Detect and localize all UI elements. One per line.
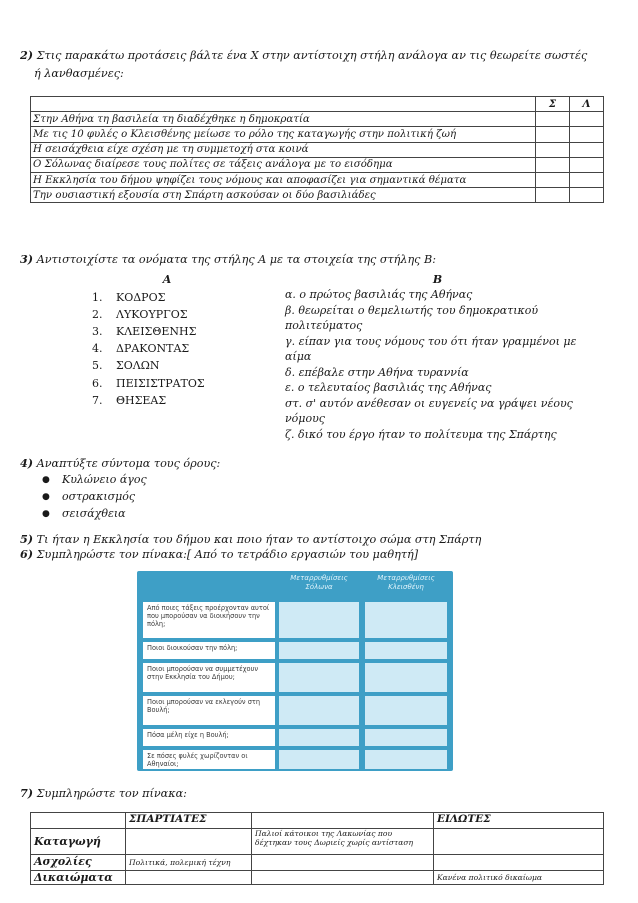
q5-text: Τι ήταν η Εκκλησία του δήμου και ποιο ήταν το αντίστοιχο σώμα στη Σπάρτη [36, 533, 482, 546]
col-header-correct: Σ [536, 97, 570, 112]
q3-number: 3) [20, 252, 34, 266]
q2-text-line1: Στις παρακάτω προτάσεις βάλτε ένα Χ στην αντίστοιχη στήλη ανάλογα αν τις θεωρείτε σωστές [36, 49, 588, 62]
workbook-row-label: Ποιοι διοικούσαν την πόλη; [143, 642, 275, 659]
answer-cell[interactable] [252, 871, 434, 885]
list-item: ● Κυλώνειο άγος [42, 473, 147, 486]
q2-number: 2) [20, 48, 34, 62]
answer-cell[interactable] [365, 663, 447, 692]
answer-cell[interactable] [536, 172, 570, 187]
table-row: Ο Σόλωνας διαίρεσε τους πολίτες σε τάξεις ανάλογα με το εισόδημα [31, 157, 604, 172]
list-item: γ. είπαν για τους νόμους του ότι ήταν γραμμένοι με αίμα [285, 334, 577, 363]
list-item: 5. ΣΟΛΩΝ [92, 359, 160, 373]
q3-text: Αντιστοιχίστε τα ονόματα της στήλης Α με τα στοιχεία της στήλης Β: [36, 253, 436, 266]
table-row: Η σεισάχθεια είχε σχέση με τη συμμετοχή στα κοινά [31, 142, 604, 157]
q6-text: Συμπληρώστε τον πίνακα:[ Από το τετράδιο εργασιών του μαθητή] [36, 548, 419, 561]
answer-cell[interactable] [365, 696, 447, 725]
list-item: ● σεισάχθεια [42, 507, 126, 520]
answer-cell[interactable] [570, 157, 604, 172]
col-header-eilotes: ΕΙΛΩΤΕΣ [434, 813, 604, 829]
answer-cell[interactable] [536, 127, 570, 142]
table-row [31, 855, 604, 871]
answer-cell[interactable] [570, 142, 604, 157]
list-item: 4. ΔΡΑΚΟΝΤΑΣ [92, 342, 190, 356]
answer-cell[interactable] [252, 855, 434, 871]
answer-cell[interactable] [570, 188, 604, 203]
bullet-icon: ● [42, 474, 50, 485]
answer-cell[interactable] [570, 172, 604, 187]
q5-prompt [20, 532, 481, 547]
answer-cell[interactable] [279, 642, 359, 659]
list-item: 2. ΛΥΚΟΥΡΓΟΣ [92, 308, 188, 322]
workbook-table-image [137, 571, 453, 771]
q6-prompt [20, 547, 418, 562]
row-header-katagogi: Καταγωγή [31, 829, 126, 855]
q4-text: Αναπτύξτε σύντομα τους όρους: [36, 457, 221, 470]
column-a-title: Α [162, 273, 172, 286]
answer-cell[interactable] [570, 127, 604, 142]
classes-table [30, 812, 604, 885]
answer-cell[interactable] [279, 729, 359, 746]
workbook-row-label: Από ποιες τάξεις προέρχονταν αυτοί που μπορούσαν να διοικήσουν την πόλη; [143, 602, 275, 638]
answer-cell[interactable] [434, 829, 604, 855]
answer-cell[interactable] [365, 642, 447, 659]
list-item: α. ο πρώτος βασιλιάς της Αθήνας [285, 288, 473, 301]
col-header-kleisthenis: Μεταρρυθμίσεις Κλεισθένη [377, 574, 435, 591]
terms-list [42, 471, 147, 522]
answer-cell[interactable] [365, 750, 447, 769]
table-row [31, 829, 604, 855]
list-item: ε. ο τελευταίος βασιλιάς της Αθήνας [285, 381, 492, 394]
workbook-row-label: Σε πόσες φυλές χωρίζονταν οι Αθηναίοι; [143, 750, 275, 769]
workbook-row-label: Πόσα μέλη είχε η Βουλή; [143, 729, 275, 746]
column-b [285, 273, 590, 442]
true-false-table [30, 96, 604, 203]
bullet-icon: ● [42, 508, 50, 519]
answer-cell[interactable] [365, 729, 447, 746]
list-item: β. θεωρείται ο θεμελιωτής του δημοκρατικού πολιτεύματος [285, 303, 539, 332]
perioikoi-katagogi-cell: Παλιοί κάτοικοι της Λακωνίας που δέχτηκαν τους Δωριείς χωρίς αντίσταση [252, 829, 434, 855]
answer-cell[interactable] [536, 142, 570, 157]
answer-cell[interactable] [570, 112, 604, 127]
table-row: Στην Αθήνα τη βασιλεία τη διαδέχθηκε η δημοκρατία [31, 112, 604, 127]
eilotes-dikaiomata-cell: Κανένα πολιτικό δικαίωμα [434, 871, 604, 885]
list-item: στ. σ' αυτόν ανέθεσαν οι ευγενείς να γράψει νέους νόμους [285, 396, 573, 425]
q3-prompt [20, 252, 436, 267]
list-item: ● οστρακισμός [42, 490, 136, 503]
q7-prompt [20, 786, 187, 801]
answer-cell[interactable] [279, 750, 359, 769]
workbook-row-label: Ποιοι μπορούσαν να συμμετέχουν στην Εκκλησία του Δήμου; [143, 663, 275, 692]
answer-cell[interactable] [536, 188, 570, 203]
answer-cell[interactable] [279, 663, 359, 692]
q2-text-line2: ή λανθασμένες: [34, 67, 124, 80]
q6-number: 6) [20, 547, 34, 561]
list-item: δ. επέβαλε στην Αθήνα τυραννία [285, 365, 469, 379]
workbook-row-label: Ποιοι μπορούσαν να εκλεγούν στη Βουλή; [143, 696, 275, 725]
answer-cell[interactable] [536, 112, 570, 127]
list-item: 7. ΘΗΣΕΑΣ [92, 393, 167, 407]
column-a [92, 273, 242, 409]
column-b-title: Β [432, 273, 443, 286]
answer-cell[interactable] [434, 855, 604, 871]
answer-cell[interactable] [279, 602, 359, 638]
answer-cell[interactable] [126, 871, 252, 885]
list-item: 3. ΚΛΕΙΣΘΕΝΗΣ [92, 325, 197, 339]
col-header-wrong: Λ [570, 97, 604, 112]
q7-text: Συμπληρώστε τον πίνακα: [36, 787, 187, 800]
answer-cell[interactable] [279, 696, 359, 725]
spartiates-asxolies-cell: Πολιτικά, πολεμική τέχνη [126, 855, 252, 871]
q7-number: 7) [20, 786, 34, 800]
answer-cell[interactable] [536, 157, 570, 172]
q5-number: 5) [20, 532, 34, 546]
bullet-icon: ● [42, 491, 50, 502]
row-header-dikaiomata: Δικαιώματα [31, 871, 126, 885]
col-header-solon: Μεταρρυθμίσεις Σόλωνα [290, 574, 348, 591]
q4-prompt [20, 456, 220, 471]
answer-cell[interactable] [126, 829, 252, 855]
list-item: 1. ΚΟΔΡΟΣ [92, 291, 166, 305]
q4-number: 4) [20, 456, 34, 470]
table-row: Την ουσιαστική εξουσία στη Σπάρτη ασκούσαν οι δύο βασιλιάδες [31, 188, 604, 203]
list-item: 6. ΠΕΙΣΙΣΤΡΑΤΟΣ [92, 376, 205, 390]
table-row: Η Εκκλησία του δήμου ψηφίζει τους νόμους και αποφασίζει για σημαντικά θέματα [31, 172, 604, 187]
row-header-asxolies: Ασχολίες [31, 855, 126, 871]
list-item: ζ. δικό του έργο ήταν το πολίτευμα της Σπάρτης [285, 427, 557, 441]
q2-prompt [20, 48, 620, 63]
table-row: Με τις 10 φυλές ο Κλεισθένης μείωσε το ρόλο της καταγωγής στην πολιτική ζωή [31, 127, 604, 142]
answer-cell[interactable] [365, 602, 447, 638]
table-row [31, 871, 604, 885]
col-header-spartiates: ΣΠΑΡΤΙΑΤΕΣ [126, 813, 252, 829]
